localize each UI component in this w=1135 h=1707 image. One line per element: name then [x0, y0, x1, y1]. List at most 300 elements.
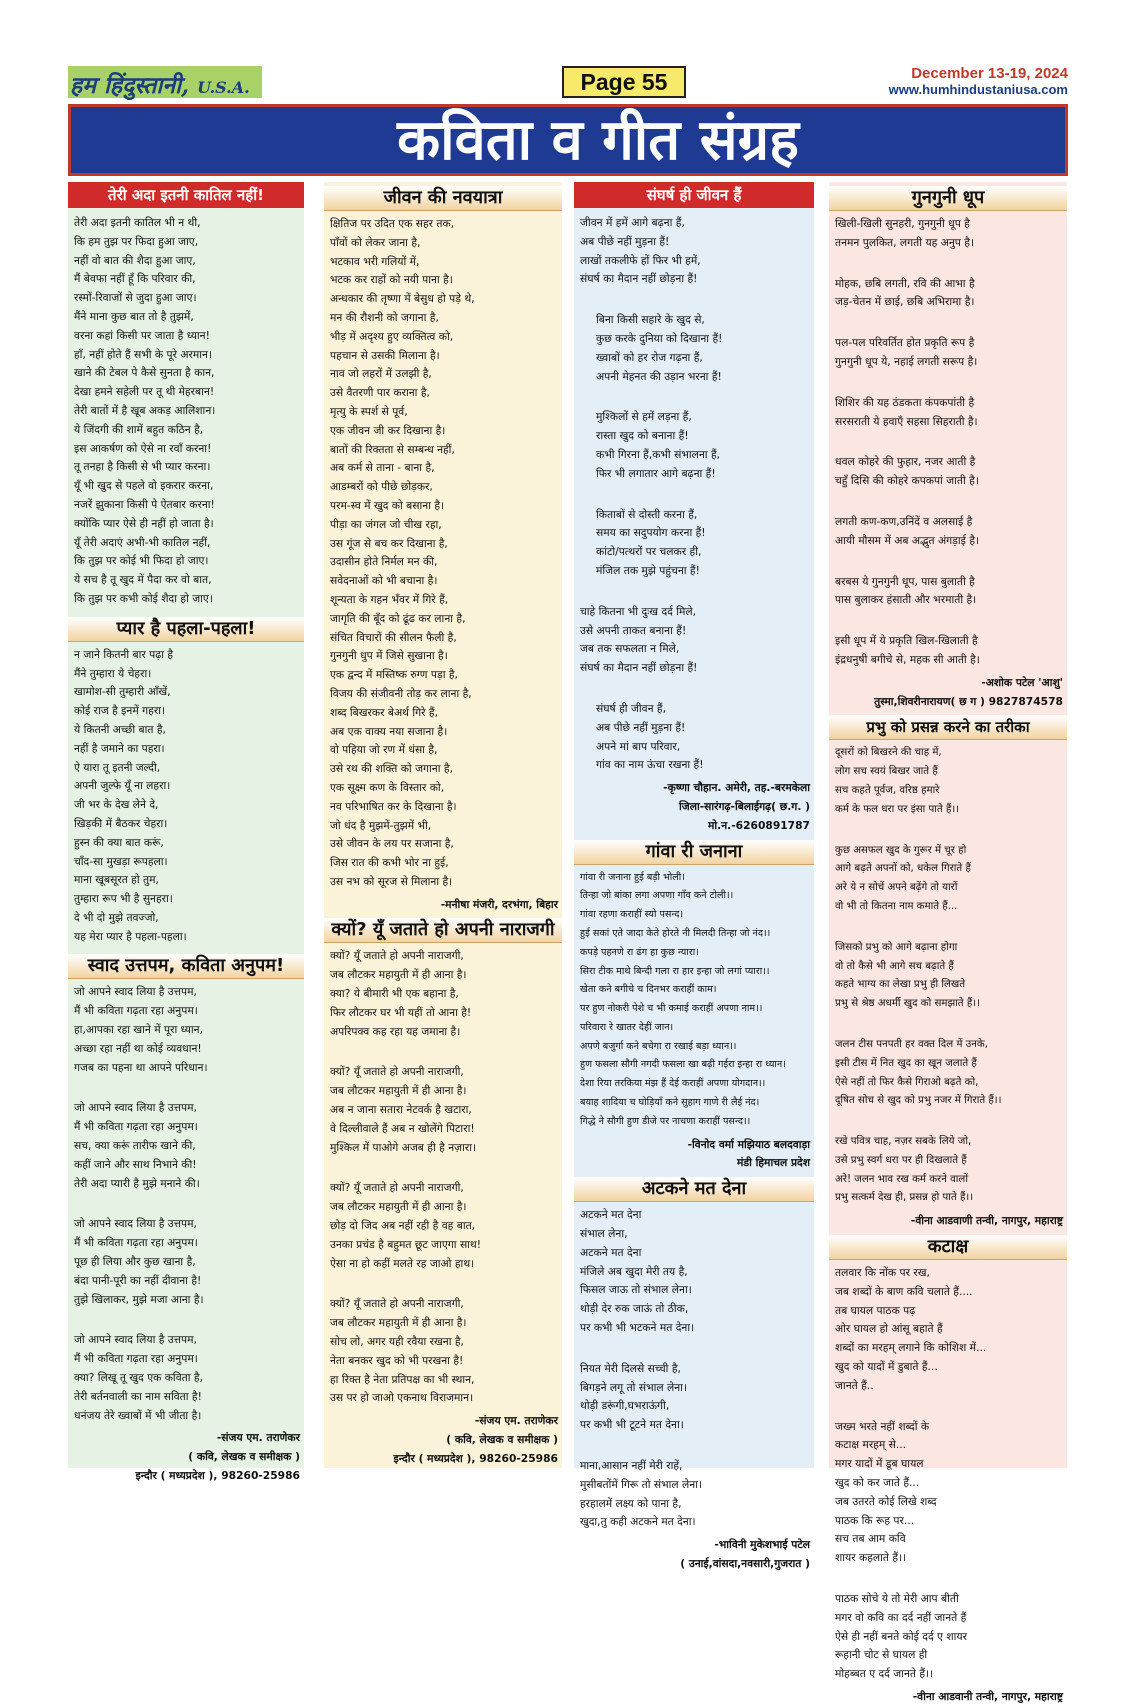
poem-line: प्रभु से श्रेष्ठ अधर्मी खुद को समझाते हैं।। — [835, 998, 980, 1010]
poem-author: -भाविनी मुकेशभाई पटेल — [714, 1538, 810, 1552]
poem-line: धनंजय तेरे ख्वाबों में भी जीता है। — [74, 1408, 202, 1422]
poem-line: तनमन पुलकित, लगती यह अनुप है। — [835, 235, 975, 249]
poem-stanza — [829, 842, 1067, 921]
poem-stanza — [574, 408, 814, 487]
poem-stanza — [829, 1418, 1067, 1572]
poem-stanza — [574, 214, 814, 293]
poem-line: मैं भी कविता गढ़ता रहा अनुपम। — [74, 1120, 198, 1134]
poem-stanza — [829, 632, 1067, 674]
poem-line: बयाह शादिया च घोड़ियाँ कने सुहाग गाणे री लैई नंद। — [580, 1097, 760, 1109]
poem-line: वो तो कैसे भी आगे सच बढ़ाते हैं — [835, 960, 954, 972]
poem-stanza — [574, 311, 814, 390]
poem-line: आयी मौसम में अब अद्भुत अंगड़ाई है। — [835, 533, 980, 547]
poem-line: पल-पल परिवर्तित होत प्रकृति रूप है — [835, 336, 975, 350]
poem-line: अन्धकार की तृष्णा में बेसुध हो पड़े थे, — [330, 292, 475, 306]
poem-line: पहचान से उसकी मिलाना है। — [330, 348, 440, 362]
poem-body — [68, 214, 304, 613]
poem-line: गांवा री जनाना हुई बड़ी भोली। — [580, 871, 685, 883]
poem-line: कपड़े पहनणे रा ढंग हा कुछ न्यारा। — [580, 946, 699, 958]
poem-line: मंजिले अब खुदा मेरी तय है, — [580, 1264, 688, 1278]
poem-line: जब तक सफलता न मिले, — [580, 642, 680, 656]
masthead — [68, 66, 1068, 100]
poem-line: तब घायल पाठक पढ़ — [835, 1303, 916, 1317]
author-role: ( कवि, लेखक व समीक्षक ) — [446, 1433, 558, 1447]
poem-author: -कृष्णा चौहान. अमेरी, तह.-बरमकेला — [663, 781, 810, 795]
poem-line: हुण फसला सौगी नगदी फसला खा बढ़ी गईरा इन्हा रा ध्यान। — [580, 1059, 786, 1071]
poem-title: अटकने मत देना — [574, 1177, 814, 1202]
poem-line: पाँवों को लेकर जाना है, — [330, 235, 421, 249]
poem-line: अब पीछे नहीं मुड़ना हैं! — [580, 234, 670, 248]
poem-line: विजय की संजीवनी तोड़ कर लाना है, — [330, 686, 472, 700]
poem-line: ये कितनी अच्छी बात है, — [74, 722, 166, 736]
poem-line: संघर्ष का मैदान नहीं छोड़ना हैं! — [580, 272, 698, 286]
poem-line: उस पर हो जाओ एकनाथ विराजमान। — [330, 1391, 474, 1405]
poem-line: भटकाव भरी गलियों में, — [330, 254, 420, 268]
poem-line: रखे पवित्र चाह, नज़र सबके लिये जो, — [835, 1136, 972, 1148]
poem-line: नव परिभाषित कर के दिखाना है। — [330, 799, 457, 813]
poem-line: अपरिपक्व कह रहा यह जमाना है। — [330, 1024, 461, 1038]
poem-line: जख्म भरते नहीं शब्दों के — [835, 1419, 930, 1433]
poem-line: अब कर्म से ताना - बाना है, — [330, 461, 435, 475]
poem-title: प्यार है पहला-पहला! — [68, 617, 304, 642]
poem-line: उसे प्रभु स्वर्ग धरा पर ही दिखलाते हैं — [835, 1154, 967, 1166]
poem-line: क्योंकि प्यार ऐसे ही नहीं हो जाता है। — [74, 516, 214, 530]
poem-line: धवल कोहरे की फुहार, नजर आती है — [835, 455, 976, 469]
poem-line: एक जीवन जी कर दिखाना है। — [330, 423, 446, 437]
poem-line: यूँ भी खुद से पहले वो इकरार करना, — [74, 479, 214, 493]
poem-line: ये सच है तू खुद में पैदा कर वो बात, — [74, 573, 212, 587]
poem-line: मगर यादों में डूब घायल — [835, 1457, 924, 1471]
poem-line: बरबस ये गुनगुनी धूप, पास बुलाती है — [835, 574, 975, 588]
poem-stanza — [829, 394, 1067, 436]
poem-body — [68, 646, 304, 951]
poem-line: अच्छा रहा नहीं था कोई व्यवधान! — [74, 1041, 202, 1055]
poem-line: तेरी बर्तनवाली का नाम सविता है! — [74, 1389, 202, 1403]
poem-line: खिड़की में बैठकर चेहरा। — [74, 816, 168, 830]
poem-line: जिस रात की कभी भोर ना हुई, — [330, 856, 449, 870]
issue-date: December 13-19, 2024 — [911, 65, 1068, 82]
poem-line: जागृति की बूँद को ढूंढ कर लाना है, — [330, 611, 466, 625]
poem-line: मुश्किलों से हमें लड़ना हैं, — [596, 410, 692, 424]
poem-line: नाव जो लहरों में उलझी है, — [330, 367, 432, 381]
poem-line: कहते भाग्य का लेखा प्रभु ही लिखते — [835, 979, 966, 991]
poem-line: मैं बेवफा नहीं हूँ कि परिवार की, — [74, 272, 196, 286]
poem-line: फिर लौटकर घर भी यहीं तो आना है! — [330, 1005, 472, 1019]
poem-line: जब लौटकर महायुती में ही आना है। — [330, 1084, 467, 1098]
poem-line: गजब का पहना था आपने परिधान। — [74, 1060, 208, 1074]
poem-line: समय का सदुपयोग करना हैं! — [596, 526, 706, 540]
poem-stanza — [829, 1133, 1067, 1212]
poem-line: शब्दों का मरहम् लगाने कि कोशिश में... — [835, 1341, 987, 1355]
poem-line: उस गूंज से बच कर दिखाना है, — [330, 536, 448, 550]
poem-line: जब लौटकर महायुती में ही आना है। — [330, 968, 467, 982]
poem-line: चाहे कितना भी दुःख दर्द मिले, — [580, 604, 696, 618]
website-link[interactable]: www.humhindustaniusa.com — [888, 82, 1068, 97]
poem-line: इस आकर्षण को ऐसे ना रवाँ करना! — [74, 441, 212, 455]
poem-stanza — [829, 215, 1067, 257]
poem-line: संघर्ष ही जीवन हैं, — [596, 701, 666, 715]
poem-line: संचित विचारों की सीलन फैली है, — [330, 630, 457, 644]
poem-line: गिद्धे ने सौगी हुण डीजे पर नाचणा कराहीं पसन्द।। — [580, 1115, 751, 1127]
poem-line: गुनगुनी धुप में जिसे सुखाना है। — [330, 649, 448, 663]
poem-line: परम-स्व में खुद को बसाना है। — [330, 498, 445, 512]
poem-line: मैं भी कविता गढ़ता रहा अनुपम। — [74, 1236, 198, 1250]
poem-line: जड़-चेतन में छाई, छबि अभिरामा है। — [835, 295, 975, 309]
poem-stanza — [324, 947, 562, 1045]
poem-line: उसे रथ की शक्ति को जगाना है, — [330, 762, 453, 776]
poem-line: मुसीबतोंमें गिरू तो संभाल लेना। — [580, 1477, 703, 1491]
poem-line: माना खूबसूरत हो तुम, — [74, 873, 159, 887]
poem-body — [324, 215, 562, 896]
poem-line: संभाल लेना, — [580, 1227, 628, 1241]
poem-stanza — [829, 453, 1067, 495]
poem-line: फिर भी लगातार आगे बढ़ना हैं! — [596, 466, 716, 480]
poem-author: -संजय एम. तराणेकर — [474, 1414, 558, 1428]
poem-line: किताबों से दोस्ती करना हैं, — [596, 507, 698, 521]
poem-line: उस नभ को सूरज से मिलाना है। — [330, 874, 453, 888]
poem-title: क्यों? यूँ जताते हो अपनी नाराजगी — [324, 918, 562, 943]
poem-line: क्यों? यूँ जताते हो अपनी नाराजगी, — [330, 1181, 464, 1195]
poem-line: हरहालमें लक्ष्य को पाना है, — [580, 1496, 682, 1510]
poem-line: अब पीछे नहीं मुड़ना हैं! — [596, 720, 686, 734]
poem-line: मोहक, छबि लगती, रवि की आभा है — [835, 276, 975, 290]
poem-line: छोड़ दो जिद अब नहीं रही है वह बात, — [330, 1219, 476, 1233]
poem-line: सच कहते पूर्वज, वरिष्ठ हमारे — [835, 784, 940, 796]
poem-line: फिसल जाऊ तो संभाल लेना। — [580, 1283, 692, 1297]
poem-line: भटक कर राहों को नयी पाना है। — [330, 273, 453, 287]
poem-line: देशा रिया तरकिया मंझ हैं देई कराहीं अपणा योगदान।। — [580, 1078, 766, 1090]
poem-line: पर कभी भी भटकने मत देना। — [580, 1321, 695, 1335]
poem-line: पर हुण नोकरी पेशे च भी कमाई कराहीं अपणा नाम।। — [580, 1003, 763, 1015]
poem-title: तेरी अदा इतनी कातिल नहीं! — [68, 182, 304, 208]
poem-stanza — [574, 603, 814, 682]
poem-stanza — [574, 1457, 814, 1536]
page-number: Page 55 — [562, 66, 686, 98]
poem-stanza — [829, 939, 1067, 1018]
poem-line: यह मेरा प्यार है पहला-पहला। — [74, 929, 187, 943]
column-4 — [829, 182, 1067, 1704]
poem-line: तेरी अदा इतनी कातिल भी न थी, — [74, 216, 201, 229]
poem-line: जब उतरते कोई लिखे शब्द — [835, 1494, 937, 1508]
poem-line: शब्द बिखरकर बेअर्थ गिरे हैं, — [330, 705, 438, 719]
brand-name: हम हिंदुस्तानी, — [70, 72, 190, 99]
poem-line: दे भी दो मुझे तवज्जो, — [74, 910, 159, 924]
poem-line: उसे जीवन के लय पर सजाना है, — [330, 837, 454, 851]
author-location: मंडी हिमाचल प्रदेश — [737, 1156, 810, 1170]
poem-line: अरे! जलन भाव रख कर्म करने वालों — [835, 1173, 968, 1185]
poem-line: ये जिंदगी की शामें बहुत कठिन है, — [74, 422, 204, 436]
poem-line: अब एक वाक्य नया सजाना है। — [330, 724, 448, 738]
poem-line: जो आपने स्वाद लिया है उत्तपम, — [74, 1101, 197, 1115]
poem-title: कटाक्ष — [829, 1235, 1067, 1260]
poem-line: अपनी जुल्फे यूँ ना लहरा। — [74, 779, 171, 793]
poem-line: गांव का नाम ऊंचा रखना हैं! — [596, 758, 704, 772]
poem-line: ख्वाबों को हर रोज गढ़ना हैं, — [596, 350, 703, 364]
poem-line: पूछ ही लिया और कुछ खाना है, — [74, 1255, 196, 1269]
poem-line: जीवन में हमें आगे बढ़ना हैं, — [580, 216, 685, 229]
poem-line: अपने मां बाप परिवार, — [596, 739, 681, 753]
poem-line: मुश्किल में पाओगे अजब ही है नज़ारा। — [330, 1140, 477, 1154]
poem-author: -वीना आडवानी तन्वी, नागपुर, महाराष्ट्र — [912, 1690, 1063, 1704]
poem-line: जिसको प्रभु को आगे बढ़ाना होगा — [835, 941, 958, 953]
poem-stanza — [574, 506, 814, 585]
poem-line: एक द्वन्द में मस्तिष्क रुग्ण पड़ा है, — [330, 668, 458, 682]
poem-line: कि तुझ पर कोई भी फिदा हो जाए। — [74, 554, 209, 568]
poem-line: बिना किसी सहारे के खुद से, — [596, 313, 705, 327]
poem-line: तुझे खिलाकर, मुझे मजा आना है। — [74, 1292, 204, 1306]
poem-title: गुनगुनी धूप — [829, 186, 1067, 211]
poem-line: पाठक सोचे ये तो मेरी आप बीती — [835, 1592, 959, 1606]
poem-line: खाने की टेबल पे कैसे सुनता है कान, — [74, 366, 215, 380]
column-3 — [574, 182, 814, 1571]
poem-line: पर कभी भी टूटने मत देना। — [580, 1418, 684, 1432]
brand-suffix: U.S.A. — [197, 78, 250, 97]
poem-line: ओर घायल हो आंसू बहाते हैं — [835, 1322, 943, 1336]
poem-line: लोग सच स्वयं बिखर जाते हैं — [835, 766, 938, 778]
poem-stanza — [829, 334, 1067, 376]
poem-line: जी भर के देख लेने दे, — [74, 798, 159, 812]
poem-line: बिगड़ने लगू तो संभाल लेना। — [580, 1380, 687, 1394]
poem-title: स्वाद उत्तपम, कविता अनुपम! — [68, 954, 304, 979]
author-phone: मो.न.-6260891787 — [707, 818, 810, 832]
poem-stanza — [324, 1063, 562, 1161]
poem-stanza — [574, 1206, 814, 1342]
poem-line: नजरें झुकाना किसी पे ऐतबार करना! — [74, 497, 215, 511]
poem-line: तुम्हारा रूप भी है सुनहरा। — [74, 892, 173, 906]
poem-title: गांवा री जनाना — [574, 840, 814, 865]
poem-line: मगर वो कवि का दर्द नहीं जानते हैं — [835, 1610, 967, 1624]
poem-line: तू तनहा है किसी से भी प्यार करना। — [74, 460, 211, 474]
poem-stanza — [68, 1099, 304, 1197]
poem-line: मोहब्बत ए दर्द जानते हैं।। — [835, 1667, 934, 1681]
poem-line: कि हम तुझ पर फिदा हुआ जाए, — [74, 234, 199, 248]
poem-line: क्यों? यूँ जताते हो अपनी नाराजगी, — [330, 1297, 464, 1311]
poem-line: गुनगुनी धूप ये, नहाई लगती सरूप है। — [835, 354, 978, 368]
poem-line: वो भी तो कितना नाम कमाते हैं... — [835, 900, 958, 912]
poem-line: परिवारा रे खातर देहीं जान। — [580, 1021, 674, 1033]
poem-author: -अशोक पटेल 'आशु' — [981, 675, 1063, 689]
poem-line: नहीं है जमाने का पहरा। — [74, 741, 165, 755]
poem-line: इसी धूप में ये प्रकृति खिल-खिलाती है — [835, 634, 978, 648]
poem-line: हा,आपका रहा खाने में पूरा ध्यान, — [74, 1023, 203, 1037]
poem-line: बातों की रिक्तता से सम्बन्ध नहीं, — [330, 442, 455, 456]
poem-line: वो पहिया जो रण में धंसा है, — [330, 743, 438, 757]
poem-line: नहीं वो बात की शैदा हुआ जाए, — [74, 253, 196, 267]
poem-line: माना,आसान नहीं मेरी राहें, — [580, 1459, 683, 1473]
poem-stanza — [68, 1215, 304, 1313]
poem-line: रास्ता खुद को बनाना हैं! — [596, 429, 689, 443]
poem-line: अटकने मत देना — [580, 1245, 642, 1259]
author-role: ( कवि, लेखक व समीक्षक ) — [188, 1450, 300, 1464]
poem-stanza — [68, 983, 304, 1081]
poem-line: अटकने मत देना — [580, 1208, 642, 1222]
poem-stanza — [574, 700, 814, 779]
author-location: तुस्मा,शिवरीनारायण( छ ग ) 9827874578 — [874, 694, 1063, 708]
poem-line: ऐ यारा तू इतनी जल्दी, — [74, 760, 161, 774]
poem-line: खुदा,तु कही अटकने मत देना। — [580, 1515, 696, 1529]
poem-line: नियत मेरी दिलसे सच्ची है, — [580, 1361, 681, 1375]
poem-line: जो धंद है मुझमें-तुझमें भी, — [330, 818, 432, 832]
poem-line: क्यों? यूँ जताते हो अपनी नाराजगी, — [330, 949, 464, 963]
poem-line: आडम्बरों को पीछे छोड़कर, — [330, 480, 433, 494]
dateline — [889, 66, 1068, 98]
poem-line: अपनी मेहनत की उड़ान भरना हैं! — [596, 369, 722, 383]
poem-line: तेरी बातों में है खूब अकड़ आलिशान। — [74, 403, 216, 417]
poem-line: सच, क्या करूं तारीफ खाने की, — [74, 1139, 196, 1153]
poem-line: उसे वैतरणी पार कराना है, — [330, 386, 430, 400]
poem-line: खिली-खिली सुनहरी, गुनगुनी धूप है — [835, 217, 970, 230]
section-banner: कविता व गीत संग्रह — [68, 104, 1068, 176]
poem-line: जो आपने स्वाद लिया है उत्तपम, — [74, 985, 197, 999]
poem-line: यूँ तेरी अदाएं अभी-भी कातिल नहीं, — [74, 535, 211, 549]
poem-line: जब शब्दों के बाण कवि चलाते हैं.... — [835, 1284, 973, 1298]
poem-line: हुई सकां एते जादा केते होरते नी मिलदी तिन्हा जो नंद।। — [580, 927, 771, 939]
author-location: इन्दौर ( मध्यप्रदेश ), 98260-25986 — [135, 1469, 300, 1483]
poem-stanza — [829, 513, 1067, 555]
poem-line: तिन्हा जो बांका लगा अपणा गाँव कने टोली।। — [580, 890, 734, 902]
poem-author: -संजय एम. तराणेकर — [216, 1431, 300, 1445]
poem-body — [574, 869, 814, 1136]
author-location: इन्दौर ( मध्यप्रदेश ), 98260-25986 — [393, 1451, 558, 1465]
poem-line: हा रिक्त है नेता प्रतिपक्ष का भी स्थान, — [330, 1372, 475, 1386]
poem-line: जलन टीस पनपती हर वक्त दिल में उनके, — [835, 1038, 988, 1050]
poem-line: हाँ, नहीं होते हैं सभी के पूरे अरमान। — [74, 347, 213, 361]
poem-line: मैंने तुम्हारा ये चेहरा। — [74, 666, 152, 680]
poem-author: -वीना आडवाणी तन्वी, नागपुर, महाराष्ट्र — [910, 1214, 1063, 1228]
poem-author: -मनीषा मंजरी, दरभंगा, बिहार — [440, 897, 558, 911]
poem-line: सोच लो, अगर यही रवैया रखना है, — [330, 1335, 464, 1349]
poem-line: थोड़ी देर रुक जाऊं तो ठीक, — [580, 1302, 689, 1316]
poem-line: नेता बनकर खुद को भी परखना है! — [330, 1353, 464, 1367]
poem-line: आगे बढ़ते अपनों को, धकेल गिराते हैं — [835, 863, 971, 875]
poem-line: मैंने माना कुछ बात तो है तुझमें, — [74, 309, 194, 323]
poem-line: एक सूक्ष्म कण के विस्तार को, — [330, 780, 445, 794]
poem-line: तेरी अदा प्यारी है मुझे मनाने की। — [74, 1176, 200, 1190]
poem-stanza — [829, 1590, 1067, 1688]
poem-line: इसी टीस में नित खुद का खून जलाते हैं — [835, 1057, 977, 1069]
poem-line: उदासीन होते निर्मल मन की, — [330, 555, 438, 569]
poem-line: खुद को कर जाते हैं... — [835, 1476, 920, 1490]
poem-line: देखा हमने सहेली पर तू थी मेहरबान! — [74, 385, 215, 399]
poem-line: पाठक कि रूह पर... — [835, 1513, 915, 1527]
poem-line: चहुँ दिसि की कोहरे कपकपां जाती है। — [835, 474, 979, 488]
poem-line: अरे ये न सोचें अपने बढ़ेंगे तो यारों — [835, 882, 958, 894]
poem-line: कांटो/पत्थरों पर चलकर ही, — [596, 545, 702, 559]
poem-stanza — [324, 1295, 562, 1412]
author-location: ( उनाई,वांसदा,नवसारी,गुजरात ) — [680, 1557, 810, 1571]
poem-line: क्यों? यूँ जताते हो अपनी नाराजगी, — [330, 1065, 464, 1079]
poem-line: गांवा रहणा कराहीं स्यो पसन्द। — [580, 909, 684, 921]
poem-line: क्या? लिखू तू खुद एक कविता है, — [74, 1371, 203, 1385]
poem-line: बंदा पानी-पूरी का नहीं दीवाना है! — [74, 1273, 202, 1287]
poem-line: मैं भी कविता गढ़ता रहा अनुपम। — [74, 1004, 198, 1018]
poem-stanza — [829, 1264, 1067, 1400]
poem-line: तलवार कि नोंक पर रख, — [835, 1266, 930, 1280]
poem-line: कर्म के फल धरा पर इंसा पाते हैं।। — [835, 803, 960, 815]
poem-line: भीड़ में अदृश्य हुए व्यक्तित्व को, — [330, 329, 454, 343]
poem-stanza — [68, 1331, 304, 1429]
poem-line: खामोश-सी तुम्हारी आँखें, — [74, 685, 171, 699]
poem-stanza — [574, 1360, 814, 1439]
poem-line: जो आपने स्वाद लिया है उत्तपम, — [74, 1217, 197, 1231]
poem-line: सच तब आम कवि — [835, 1532, 906, 1546]
poem-line: संघर्ष का मैदान नहीं छोड़ना हैं! — [580, 661, 698, 675]
poem-line: ऐसे ही नहीं बनते कोई दर्द ए शायर — [835, 1629, 967, 1643]
poem-line: वे दिल्लीवाले हैं अब न खोलेंगे पिटारा! — [330, 1121, 475, 1135]
poem-line: मन की रौशनी को जगाना है, — [330, 310, 439, 324]
poem-line: शायर कहलाते हैं।। — [835, 1551, 907, 1565]
poem-stanza — [829, 275, 1067, 317]
poem-line: इंद्रधनुषी बगीचे से, महक सी आती है। — [835, 652, 980, 666]
poem-line: क्या? ये बीमारी भी एक बहाना है, — [330, 987, 459, 1001]
poem-line: सिरा टीक माथे बिन्दी गला रा हार इन्हा जो लगां प्यारा।। — [580, 965, 770, 977]
poem-line: पीड़ा का जंगल जो चीख रहा, — [330, 517, 442, 531]
poem-line: हुस्न की क्या बात करूं, — [74, 835, 164, 849]
poem-line: क्षितिज पर उदित एक सहर तक, — [330, 217, 455, 230]
poem-line: न जाने कितनी बार पढ़ा है — [74, 647, 174, 661]
poem-line: उसे अपनी ताकत बनाना हैं! — [580, 623, 687, 637]
poem-line: कटाक्ष मरहम् से... — [835, 1438, 907, 1452]
poem-line: लाखों तकलीफे हों फिर भी हमें, — [580, 253, 701, 267]
poem-line: उनका प्रचंड है बहुमत छूट जाएगा साथ! — [330, 1237, 482, 1251]
poem-line: कभी गिरना हैं,कभी संभालना हैं, — [596, 447, 721, 461]
poem-line: कि तुझ पर कभी कोई शैदा हो जाए। — [74, 591, 213, 605]
poem-title: संघर्ष ही जीवन हैं — [574, 182, 814, 208]
poem-line: पास बुलाकर हंसाती और भरमाती है। — [835, 593, 977, 607]
poem-line: कुछ असफल खुद के गुरूर में चूर हो — [835, 844, 967, 856]
poem-line: खुद को यादों में डुबाते हैं... — [835, 1360, 938, 1374]
poem-line: सवेदनाओं को भी बचाना है। — [330, 574, 438, 588]
poem-line: कहीं जाने और साथ निभाने की! — [74, 1157, 197, 1171]
poem-line: वरना कहां किसी पर जाता है ध्यान! — [74, 328, 210, 342]
poem-line: शून्यता के गहन भँवर में गिरे हैं, — [330, 592, 449, 606]
poem-line: प्रभु सत्कर्म देख ही, प्रसन्न हो पाते हैं।। — [835, 1192, 974, 1204]
poem-line: कोई राज है इनमें गहरा। — [74, 704, 166, 718]
poem-line: मृत्यु के स्पर्श से पूर्व, — [330, 404, 408, 418]
poem-line: रूहानी चोट से घायल ही — [835, 1648, 928, 1662]
poem-line: दूषित सोच से खुद को प्रभु नजर में गिराते हैं।। — [835, 1095, 1002, 1107]
poem-line: सरसराती ये हवाएँ सहसा सिहराती है। — [835, 414, 978, 428]
poem-line: शिशिर की यह ठंडकता कंपकपांती है — [835, 395, 975, 409]
poem-title: जीवन की नवयात्रा — [324, 186, 562, 211]
poem-line: खेता कने बगीचे च दिनभर कराहीं काम। — [580, 984, 717, 996]
poem-stanza — [324, 1179, 562, 1277]
poem-line: जब लौटकर महायुती में ही आना है। — [330, 1316, 467, 1330]
poem-stanza — [829, 744, 1067, 823]
poem-author: -विनोद वर्मा मझियाठ बलदवाड़ा — [687, 1137, 810, 1151]
poem-title: प्रभु को प्रसन्न करने का तरीका — [829, 715, 1067, 740]
poem-line: रस्मों-रिवाजों से जुदा हुआ जाए। — [74, 291, 197, 305]
column-1 — [68, 182, 304, 1483]
poem-line: मंजिल तक मुझे पहुंचना हैं! — [596, 563, 700, 577]
poem-line: अब न जाना सतारा नेटवर्क है खटारा, — [330, 1103, 472, 1117]
poem-line: ऐसा ना हो कहीं मलते रह जाओ हाथ। — [330, 1256, 475, 1270]
author-location: जिला-सारंगढ़-बिलाईगढ़( छ.ग. ) — [679, 799, 810, 813]
poem-line: लगती कण-कण,उनिंदें व अलसाई है — [835, 514, 973, 528]
poem-line: कुछ करके दुनिया को दिखाना हैं! — [596, 331, 723, 345]
column-2 — [324, 182, 562, 1468]
poem-stanza — [829, 1036, 1067, 1115]
poem-line: चाँद-सा मुखड़ा रूपहला। — [74, 854, 168, 868]
poem-line: जो आपने स्वाद लिया है उत्तपम, — [74, 1333, 197, 1347]
poem-line: अपणे बजुर्गा कने बचेगा रा रखाई बड़ा ध्यान।। — [580, 1040, 737, 1052]
poem-line: ऐसे नहीं तो फिर कैसे गिराओ बढ़ते को, — [835, 1076, 979, 1088]
poem-line: जब लौटकर महायुती में ही आना है। — [330, 1200, 467, 1214]
poem-stanza — [829, 573, 1067, 615]
poem-line: थोड़ी डरूंगी,घभराऊंगी, — [580, 1399, 670, 1413]
poem-line: मैं भी कविता गढ़ता रहा अनुपम। — [74, 1352, 198, 1366]
poem-line: दूसरों को बिखरने की चाह में, — [835, 747, 942, 759]
